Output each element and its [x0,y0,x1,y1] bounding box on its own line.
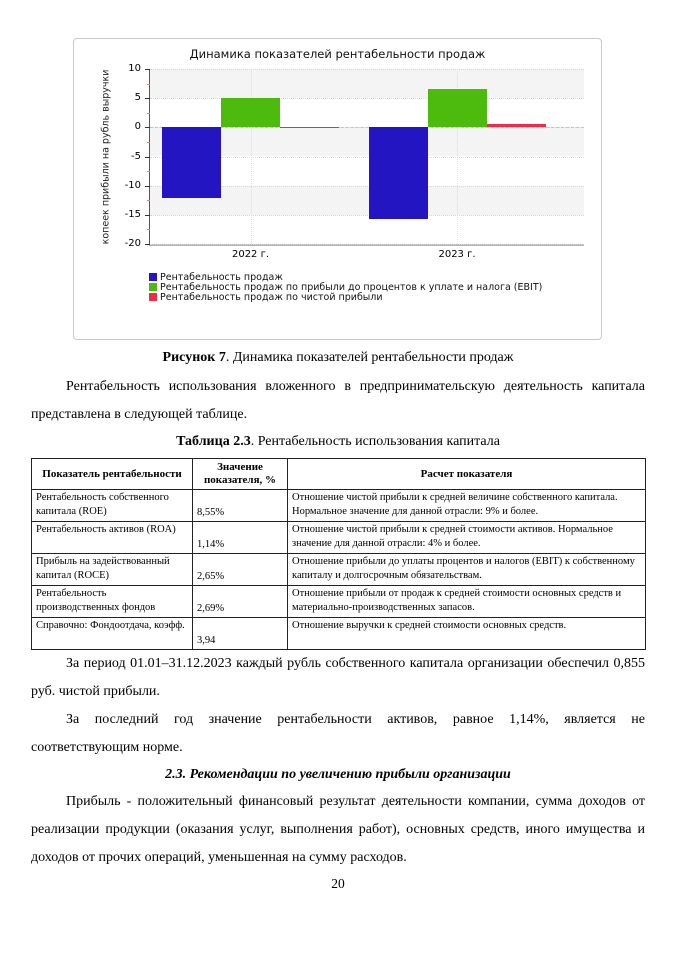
legend-item [149,282,542,292]
legend-item [149,272,542,282]
table-header-row [32,459,646,490]
cell-indicator: Справочно: Фондоотдача, коэфф. [32,618,193,650]
figure-caption [31,347,645,369]
x-tick-label: 2022 г. [231,249,270,260]
cell-calculation: Отношение прибыли до уплаты процентов и налогов (EBIT) к собственному капиталу и долгосрочным обязательствам. [288,554,646,586]
y-tick-label: -15 [124,208,141,220]
y-tick-label: 0 [134,121,141,133]
bar-series0-cat0 [162,127,221,198]
legend-label: Рентабельность продаж по чистой прибыли [160,291,383,303]
y-axis-ticks [116,63,144,249]
table-row [32,554,646,586]
chart-band [150,215,584,244]
chart-legend [149,272,542,302]
figure-caption-text: . Динамика показателей рентабельности продаж [225,350,514,365]
header-calculation: Расчет показателя [288,459,646,490]
y-major-tick [145,157,150,158]
y-tick-label: 5 [134,92,141,104]
section-heading: 2.3. Рекомендации по увеличению прибыли организации [165,767,511,782]
table-row [32,490,646,522]
bar-series2-cat1 [487,124,546,128]
cell-indicator: Рентабельность производственных фондов [32,586,193,618]
y-minor-tick [147,200,150,201]
legend-swatch [149,273,157,281]
header-value: Значение показателя, % [193,459,288,490]
header-indicator: Показатель рентабельности [32,459,193,490]
y-minor-tick [147,171,150,172]
cell-indicator: Рентабельность активов (ROA) [32,522,193,554]
chart-plot [100,63,584,260]
h-gridline [150,244,584,245]
x-tick-label: 2023 г. [438,249,476,260]
y-major-tick [145,69,150,70]
y-tick-label: 10 [128,63,141,74]
capital-usage-table [31,458,646,650]
h-gridline [150,98,584,99]
bar-series1-cat0 [221,98,280,127]
h-gridline [150,69,584,70]
document-content [31,347,645,892]
cell-calculation: Отношение выручки к средней стоимости основных средств. [288,618,646,650]
page-number: 20 [331,876,345,891]
y-minor-tick [147,113,150,114]
y-major-tick [145,186,150,187]
y-major-tick [145,215,150,216]
h-gridline [150,215,584,216]
y-major-tick [145,98,150,99]
figure-caption-label: Рисунок 7 [162,350,226,365]
table-row [32,618,646,650]
y-axis-label: копеек прибыли на рубль выручки [100,69,112,244]
y-tick-label: -5 [131,150,141,162]
chart-title: Динамика показателей рентабельности продаж [189,47,486,61]
bar-series0-cat1 [369,127,428,219]
legend-item [149,292,542,302]
table-row [32,522,646,554]
table-row [32,586,646,618]
legend-label: Рентабельность продаж [160,271,283,283]
table-caption [31,431,645,453]
legend-swatch [149,293,157,301]
bar-series2-cat0 [280,127,339,128]
y-minor-tick [147,142,150,143]
table-caption-text: . Рентабельность использования капитала [250,434,500,449]
cell-indicator: Рентабельность собственного капитала (ROE) [32,490,193,522]
legend-swatch [149,283,157,291]
cell-value: 2,69% [193,586,288,618]
cell-calculation: Отношение прибыли от продаж к средней стоимости основных средств и материально-производственных запасов. [288,586,646,618]
chart-band [150,69,584,98]
cell-value: 2,65% [193,554,288,586]
bar-series1-cat1 [428,89,487,127]
paragraph-profit-definition: Прибыль - положительный финансовый результат деятельности компании, сумма доходов от реализации продукции (оказания услуг, выполнения работ), основных средств, иного имущества и доходов от прочих операций, уменьшенная на сумму расходов. [31,794,645,865]
y-minor-tick [147,229,150,230]
cell-value: 1,14% [193,522,288,554]
y-tick-label: -10 [124,179,141,191]
cell-value: 8,55% [193,490,288,522]
v-gridline [251,69,252,244]
cell-value: 3,94 [193,618,288,650]
y-minor-tick [147,84,150,85]
y-tick-label: -20 [124,238,141,249]
cell-indicator: Прибыль на задействованный капитал (ROCE) [32,554,193,586]
legend-label: Рентабельность продаж по прибыли до процентов к уплате и налога (EBIT) [160,281,543,293]
y-major-tick [145,244,150,245]
paragraph-roa-result: За последний год значение рентабельности активов, равное 1,14%, является не соответствующим норме. [31,712,645,755]
cell-calculation: Отношение чистой прибыли к средней величине собственного капитала. Нормальное значение для данной отрасли: 9% и более. [288,490,646,522]
profitability-chart-figure [73,38,602,340]
paragraph-roe-result: За период 01.01–31.12.2023 каждый рубль собственного капитала организации обеспечил 0,855 руб. чистой прибыли. [31,656,645,699]
paragraph-intro-table: Рентабельность использования вложенного в предпринимательскую деятельность капитала представлена в следующей таблице. [31,379,645,422]
cell-calculation: Отношение чистой прибыли к средней стоимости активов. Нормальное значение для данной отрасли: 4% и более. [288,522,646,554]
table-caption-label: Таблица 2.3 [176,434,251,449]
